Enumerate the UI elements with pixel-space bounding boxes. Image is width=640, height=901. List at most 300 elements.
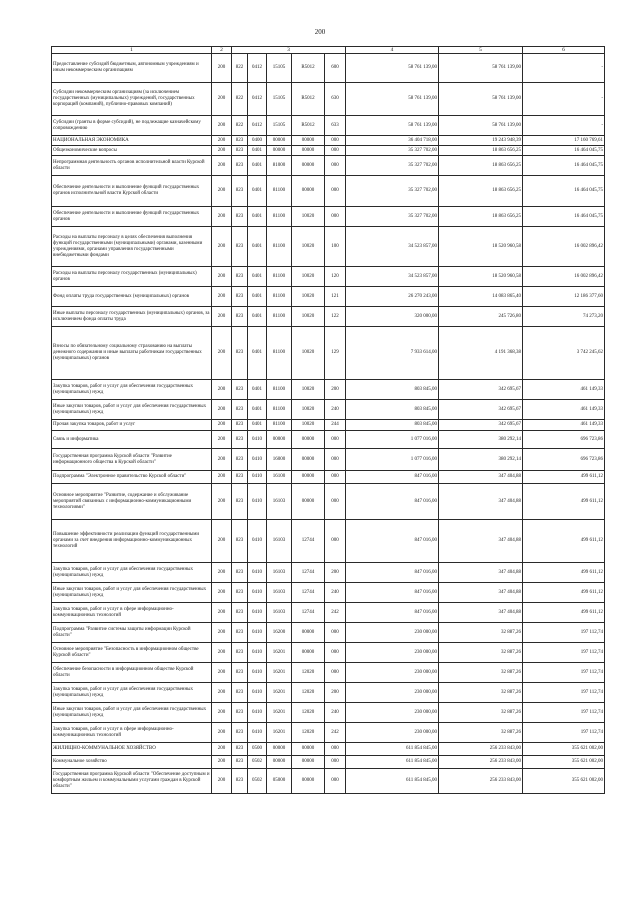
row-code-2: 822 [232, 116, 248, 136]
row-value-3: 16 002 896,42 [523, 227, 605, 267]
table-row [52, 520, 605, 563]
row-value-1: 847 016,00 [346, 471, 439, 484]
row-code-5: 00000 [292, 136, 325, 146]
row-value-2: 14 083 865,40 [439, 287, 523, 307]
row-code-4: 00000 [267, 431, 292, 449]
row-value-1: 847 016,00 [346, 563, 439, 583]
row-code-6: 122 [325, 307, 346, 327]
row-code-1: 200 [212, 623, 232, 643]
row-code-3: 0401 [248, 207, 267, 227]
row-code-4: 16201 [267, 683, 292, 703]
row-value-1: 1 077 016,00 [346, 431, 439, 449]
row-code-5: 00000 [292, 431, 325, 449]
row-value-3: 499 611,12 [523, 563, 605, 583]
row-value-3: 355 621 002,00 [523, 769, 605, 794]
table-row [52, 563, 605, 583]
row-code-3: 0401 [248, 227, 267, 267]
row-name: Государственная программа Курской области "Обеспечение доступным и комфортным жильем и коммунальными услугами граждан в Курской области" [52, 769, 212, 794]
row-code-4: 81100 [267, 327, 292, 380]
row-code-6: 000 [325, 136, 346, 146]
row-code-1: 200 [212, 420, 232, 431]
row-value-1: 230 000,00 [346, 703, 439, 723]
row-code-5: 00000 [292, 623, 325, 643]
row-code-6: 000 [325, 207, 346, 227]
row-code-4: 16000 [267, 449, 292, 471]
row-value-1: 230 000,00 [346, 663, 439, 683]
row-code-4: 16201 [267, 723, 292, 743]
row-code-3: 0410 [248, 431, 267, 449]
row-code-2: 823 [232, 380, 248, 400]
row-value-1: 803 845,00 [346, 420, 439, 431]
row-code-3: 0401 [248, 327, 267, 380]
row-name: Основное мероприятие "Развитие, содержание и обслуживание мероприятий связанных с информационно-коммуникационными технологиями" [52, 484, 212, 520]
row-value-2: 380 292,14 [439, 449, 523, 471]
row-value-2: 347 404,88 [439, 471, 523, 484]
row-value-1: 36 404 718,00 [346, 136, 439, 146]
row-code-6: 129 [325, 327, 346, 380]
row-code-2: 823 [232, 449, 248, 471]
row-code-5: 10020 [292, 267, 325, 287]
row-code-2: 823 [232, 471, 248, 484]
table-row [52, 83, 605, 116]
row-code-5: 00000 [292, 449, 325, 471]
row-code-4: 16201 [267, 703, 292, 723]
row-code-3: 0410 [248, 603, 267, 623]
row-value-1: 847 016,00 [346, 520, 439, 563]
row-code-2: 823 [232, 307, 248, 327]
row-name: Подпрограмма "Развитие системы защиты информации Курской области" [52, 623, 212, 643]
table-row [52, 176, 605, 207]
row-code-5: R5012 [292, 83, 325, 116]
row-name: Предоставление субсидий бюджетным, автономным учреждениям и иным некоммерческим организациям [52, 54, 212, 83]
row-code-1: 200 [212, 54, 232, 83]
row-value-2: 347 404,88 [439, 603, 523, 623]
row-code-5: R5012 [292, 54, 325, 83]
row-code-2: 823 [232, 484, 248, 520]
row-code-5: 12744 [292, 603, 325, 623]
row-code-4: 16201 [267, 663, 292, 683]
row-name: Иные закупки товаров, работ и услуг для обеспечения государственных (муниципальных) нужд [52, 703, 212, 723]
row-code-5: 12020 [292, 683, 325, 703]
row-code-2: 823 [232, 520, 248, 563]
row-value-1: 35 327 702,00 [346, 156, 439, 176]
row-code-6: 000 [325, 431, 346, 449]
row-value-2: 32 887,26 [439, 643, 523, 663]
table-row [52, 756, 605, 769]
row-code-6: 000 [325, 756, 346, 769]
row-value-2: 380 292,14 [439, 431, 523, 449]
row-code-1: 200 [212, 603, 232, 623]
row-name: Непрограммная деятельность органов исполнительной власти Курской области [52, 156, 212, 176]
row-code-4: 16103 [267, 603, 292, 623]
row-value-2: 18 520 960,58 [439, 227, 523, 267]
row-value-3: 197 112,74 [523, 703, 605, 723]
row-code-2: 823 [232, 743, 248, 756]
row-value-3: - [523, 116, 605, 136]
row-code-1: 200 [212, 227, 232, 267]
row-code-1: 200 [212, 484, 232, 520]
row-value-2: 347 404,88 [439, 583, 523, 603]
row-code-3: 0401 [248, 146, 267, 156]
row-code-1: 200 [212, 380, 232, 400]
row-value-3: 355 621 002,00 [523, 743, 605, 756]
row-value-1: 611 854 845,00 [346, 756, 439, 769]
row-value-3: 16 464 045,75 [523, 146, 605, 156]
row-value-1: 58 761 139,00 [346, 54, 439, 83]
row-code-4: 81100 [267, 307, 292, 327]
row-value-2: 245 726,80 [439, 307, 523, 327]
row-code-6: 000 [325, 176, 346, 207]
row-name: Закупка товаров, работ и услуг для обеспечения государственных (муниципальных) нужд [52, 563, 212, 583]
row-name: Закупка товаров, работ и услуг для обеспечения государственных (муниципальных) нужд [52, 380, 212, 400]
row-code-5: 00000 [292, 743, 325, 756]
row-code-4: 15105 [267, 116, 292, 136]
row-code-3: 0410 [248, 563, 267, 583]
row-code-4: 81100 [267, 420, 292, 431]
row-value-3: 16 002 896,42 [523, 267, 605, 287]
row-code-4: 16103 [267, 563, 292, 583]
page-number: 200 [314, 28, 326, 36]
table-row [52, 136, 605, 146]
row-code-6: 000 [325, 156, 346, 176]
row-code-3: 0412 [248, 116, 267, 136]
row-code-4: 15105 [267, 54, 292, 83]
row-code-4: 81100 [267, 227, 292, 267]
row-code-2: 822 [232, 54, 248, 83]
row-value-3: 461 149,33 [523, 420, 605, 431]
row-name: Закупка товаров, работ и услуг для обеспечения государственных (муниципальных) нужд [52, 683, 212, 703]
row-code-2: 823 [232, 431, 248, 449]
row-code-2: 823 [232, 207, 248, 227]
row-value-1: 7 933 614,00 [346, 327, 439, 380]
row-code-2: 823 [232, 603, 248, 623]
row-value-3: - [523, 54, 605, 83]
row-name: Обеспечение деятельности и выполнение функций государственных органов [52, 207, 212, 227]
row-code-1: 200 [212, 643, 232, 663]
table-row [52, 156, 605, 176]
row-code-5: 10020 [292, 307, 325, 327]
row-code-5: 00000 [292, 471, 325, 484]
row-code-3: 0401 [248, 307, 267, 327]
table-row [52, 267, 605, 287]
row-code-3: 0412 [248, 83, 267, 116]
row-code-1: 200 [212, 520, 232, 563]
row-name: Расходы на выплаты персоналу в целях обеспечения выполнения функций государственными (муниципальными) органами, казенными учреждениями, органами управления государственными внебюджетными фондами [52, 227, 212, 267]
row-code-2: 823 [232, 176, 248, 207]
row-name: Фонд оплаты труда государственных (муниципальных) органов [52, 287, 212, 307]
row-code-4: 16103 [267, 484, 292, 520]
header-col-2: 2 [212, 47, 232, 54]
row-code-4: 16103 [267, 583, 292, 603]
row-code-2: 822 [232, 83, 248, 116]
row-name: Расходы на выплаты персоналу государственных (муниципальных) органов [52, 267, 212, 287]
row-code-5: 00000 [292, 643, 325, 663]
row-code-6: 000 [325, 449, 346, 471]
row-code-3: 0401 [248, 400, 267, 420]
row-code-6: 000 [325, 643, 346, 663]
row-code-6: 600 [325, 54, 346, 83]
row-code-5: 10020 [292, 400, 325, 420]
table-row [52, 116, 605, 136]
header-row [52, 47, 605, 54]
row-code-3: 0410 [248, 663, 267, 683]
row-code-3: 0401 [248, 156, 267, 176]
row-value-3: 197 112,74 [523, 723, 605, 743]
row-name: Подпрограмма "Электронное правительство Курской области" [52, 471, 212, 484]
row-code-4: 00000 [267, 146, 292, 156]
row-code-6: 121 [325, 287, 346, 307]
row-value-2: 32 887,26 [439, 723, 523, 743]
row-code-2: 823 [232, 643, 248, 663]
row-code-2: 823 [232, 146, 248, 156]
row-value-2: 256 233 843,00 [439, 756, 523, 769]
row-code-1: 200 [212, 723, 232, 743]
row-name: Взносы по обязательному социальному страхованию на выплаты денежного содержания и иные выплаты работникам государственных (муниципальных) органов [52, 327, 212, 380]
row-value-3: 355 621 002,00 [523, 756, 605, 769]
row-name: Обеспечение безопасности в информационном обществе Курской области [52, 663, 212, 683]
row-code-4: 81100 [267, 400, 292, 420]
row-value-2: 256 233 843,00 [439, 743, 523, 756]
row-code-1: 200 [212, 327, 232, 380]
row-code-1: 200 [212, 116, 232, 136]
row-value-2: 58 761 139,00 [439, 54, 523, 83]
row-code-1: 200 [212, 400, 232, 420]
row-code-5: 10020 [292, 287, 325, 307]
table-row [52, 643, 605, 663]
row-code-3: 0401 [248, 380, 267, 400]
row-code-4: 81100 [267, 380, 292, 400]
row-value-1: 230 000,00 [346, 723, 439, 743]
row-code-1: 200 [212, 156, 232, 176]
row-code-6: 000 [325, 623, 346, 643]
row-code-1: 200 [212, 449, 232, 471]
row-code-2: 823 [232, 420, 248, 431]
row-value-1: 803 845,00 [346, 380, 439, 400]
row-code-4: 81100 [267, 267, 292, 287]
row-code-1: 200 [212, 83, 232, 116]
row-value-3: 499 611,12 [523, 471, 605, 484]
row-code-3: 0410 [248, 449, 267, 471]
row-name: Субсидии некоммерческим организациям (за исключением государственных (муниципальных) учреждений, государственных корпораций (компаний), публично-правовых компаний) [52, 83, 212, 116]
row-value-3: 499 611,12 [523, 520, 605, 563]
row-name: Коммунальное хозяйство [52, 756, 212, 769]
row-value-2: 342 695,67 [439, 380, 523, 400]
row-value-2: 347 404,88 [439, 484, 523, 520]
row-code-1: 200 [212, 563, 232, 583]
row-value-1: 35 327 702,00 [346, 176, 439, 207]
row-code-3: 0412 [248, 54, 267, 83]
row-code-6: 100 [325, 227, 346, 267]
row-name: ЖИЛИЩНО-КОММУНАЛЬНОЕ ХОЗЯЙСТВО [52, 743, 212, 756]
row-code-3: 0401 [248, 287, 267, 307]
row-code-6: 200 [325, 563, 346, 583]
row-code-5: 12020 [292, 663, 325, 683]
row-code-5: 10020 [292, 420, 325, 431]
table-row [52, 327, 605, 380]
row-value-1: 26 270 243,00 [346, 287, 439, 307]
row-code-3: 0500 [248, 743, 267, 756]
row-name: Обеспечение деятельности и выполнение функций государственных органов исполнительной власти Курской области [52, 176, 212, 207]
table-row [52, 287, 605, 307]
row-code-5: 00000 [292, 176, 325, 207]
row-value-3: 499 611,12 [523, 603, 605, 623]
row-code-1: 200 [212, 583, 232, 603]
row-code-3: 0502 [248, 756, 267, 769]
row-code-5: 10020 [292, 327, 325, 380]
row-value-2: 58 761 139,00 [439, 116, 523, 136]
table-row [52, 380, 605, 400]
row-value-2: 18 863 656,25 [439, 146, 523, 156]
row-value-3: 197 112,74 [523, 683, 605, 703]
row-code-2: 823 [232, 683, 248, 703]
row-code-6: 000 [325, 520, 346, 563]
table-row [52, 146, 605, 156]
row-code-5: 12020 [292, 723, 325, 743]
table-row [52, 743, 605, 756]
table-row [52, 307, 605, 327]
row-code-2: 823 [232, 703, 248, 723]
row-code-3: 0410 [248, 484, 267, 520]
row-code-2: 823 [232, 623, 248, 643]
row-value-2: 347 404,88 [439, 563, 523, 583]
row-code-2: 823 [232, 756, 248, 769]
row-value-1: 230 000,00 [346, 623, 439, 643]
table-row [52, 471, 605, 484]
row-code-5: 10020 [292, 207, 325, 227]
table-row [52, 449, 605, 471]
row-value-3: 16 464 045,75 [523, 156, 605, 176]
row-value-2: 58 761 139,00 [439, 83, 523, 116]
table-row [52, 603, 605, 623]
table-row [52, 420, 605, 431]
row-code-4: 81100 [267, 176, 292, 207]
row-name: Субсидии (гранты в форме субсидий), не подлежащие казначейскому сопровождению [52, 116, 212, 136]
row-code-3: 0410 [248, 520, 267, 563]
row-value-3: 197 112,74 [523, 663, 605, 683]
row-code-6: 240 [325, 703, 346, 723]
table-row [52, 703, 605, 723]
row-code-3: 0401 [248, 420, 267, 431]
row-name: Закупка товаров, работ и услуг в сфере информационно-коммуникационных технологий [52, 603, 212, 623]
row-code-5: 00000 [292, 146, 325, 156]
row-code-3: 0400 [248, 136, 267, 146]
row-code-6: 200 [325, 380, 346, 400]
row-code-1: 200 [212, 287, 232, 307]
row-code-5: 10020 [292, 227, 325, 267]
row-value-3: 74 273,20 [523, 307, 605, 327]
row-code-4: 00000 [267, 743, 292, 756]
row-value-2: 18 863 656,25 [439, 207, 523, 227]
row-code-5: 00000 [292, 769, 325, 794]
row-code-4: 81100 [267, 287, 292, 307]
row-value-3: - [523, 83, 605, 116]
row-value-3: 696 723,86 [523, 431, 605, 449]
row-code-3: 0401 [248, 176, 267, 207]
row-code-6: 630 [325, 83, 346, 116]
row-code-6: 000 [325, 663, 346, 683]
table-row [52, 400, 605, 420]
row-value-2: 32 887,26 [439, 623, 523, 643]
row-code-2: 823 [232, 287, 248, 307]
row-code-2: 823 [232, 400, 248, 420]
row-value-3: 696 723,86 [523, 449, 605, 471]
row-code-1: 200 [212, 703, 232, 723]
row-code-1: 200 [212, 756, 232, 769]
row-code-5: 00000 [292, 756, 325, 769]
row-code-2: 823 [232, 327, 248, 380]
row-code-6: 240 [325, 400, 346, 420]
row-name: Связь и информатика [52, 431, 212, 449]
row-name: Прочая закупка товаров, работ и услуг [52, 420, 212, 431]
table-row [52, 723, 605, 743]
row-code-4: 16100 [267, 471, 292, 484]
row-value-1: 1 077 016,00 [346, 449, 439, 471]
row-code-2: 823 [232, 723, 248, 743]
table-row [52, 769, 605, 794]
row-code-6: 633 [325, 116, 346, 136]
row-code-3: 0410 [248, 471, 267, 484]
row-value-2: 19 243 948,39 [439, 136, 523, 146]
row-code-1: 200 [212, 146, 232, 156]
row-code-1: 200 [212, 471, 232, 484]
row-code-1: 200 [212, 176, 232, 207]
row-value-3: 12 186 377,60 [523, 287, 605, 307]
row-value-3: 16 464 045,75 [523, 176, 605, 207]
row-name: Иные выплаты персоналу государственных (муниципальных) органов, за исключением фонда оплаты труда [52, 307, 212, 327]
row-code-1: 200 [212, 207, 232, 227]
row-code-3: 0401 [248, 267, 267, 287]
row-code-6: 000 [325, 484, 346, 520]
row-code-6: 000 [325, 769, 346, 794]
table-row [52, 207, 605, 227]
row-value-1: 34 523 857,00 [346, 227, 439, 267]
table-row [52, 484, 605, 520]
row-value-3: 499 611,12 [523, 484, 605, 520]
row-code-2: 823 [232, 583, 248, 603]
row-value-2: 342 695,67 [439, 400, 523, 420]
table-row [52, 54, 605, 83]
row-code-5: 12744 [292, 583, 325, 603]
row-code-5: 00000 [292, 156, 325, 176]
table-row [52, 663, 605, 683]
row-code-1: 200 [212, 743, 232, 756]
row-value-1: 847 016,00 [346, 603, 439, 623]
row-code-5: R5012 [292, 116, 325, 136]
header-col-3: 3 [232, 47, 346, 54]
row-value-1: 320 000,00 [346, 307, 439, 327]
row-name: Повышение эффективности реализации функций государственными органами за счет внедрения информационно-коммуникационных технологий [52, 520, 212, 563]
row-code-2: 823 [232, 769, 248, 794]
row-name: Иные закупки товаров, работ и услуг для обеспечения государственных (муниципальных) нужд [52, 400, 212, 420]
row-code-6: 120 [325, 267, 346, 287]
row-code-1: 200 [212, 769, 232, 794]
row-code-6: 000 [325, 471, 346, 484]
row-code-4: 15105 [267, 83, 292, 116]
row-value-1: 230 000,00 [346, 683, 439, 703]
row-value-2: 342 695,67 [439, 420, 523, 431]
row-value-1: 34 523 857,00 [346, 267, 439, 287]
row-value-2: 32 887,26 [439, 683, 523, 703]
row-value-2: 18 520 960,58 [439, 267, 523, 287]
row-code-3: 0410 [248, 583, 267, 603]
row-code-4: 16200 [267, 623, 292, 643]
row-code-2: 823 [232, 267, 248, 287]
row-code-6: 000 [325, 146, 346, 156]
row-code-1: 200 [212, 267, 232, 287]
row-code-3: 0410 [248, 723, 267, 743]
row-code-1: 200 [212, 431, 232, 449]
row-code-5: 10020 [292, 380, 325, 400]
